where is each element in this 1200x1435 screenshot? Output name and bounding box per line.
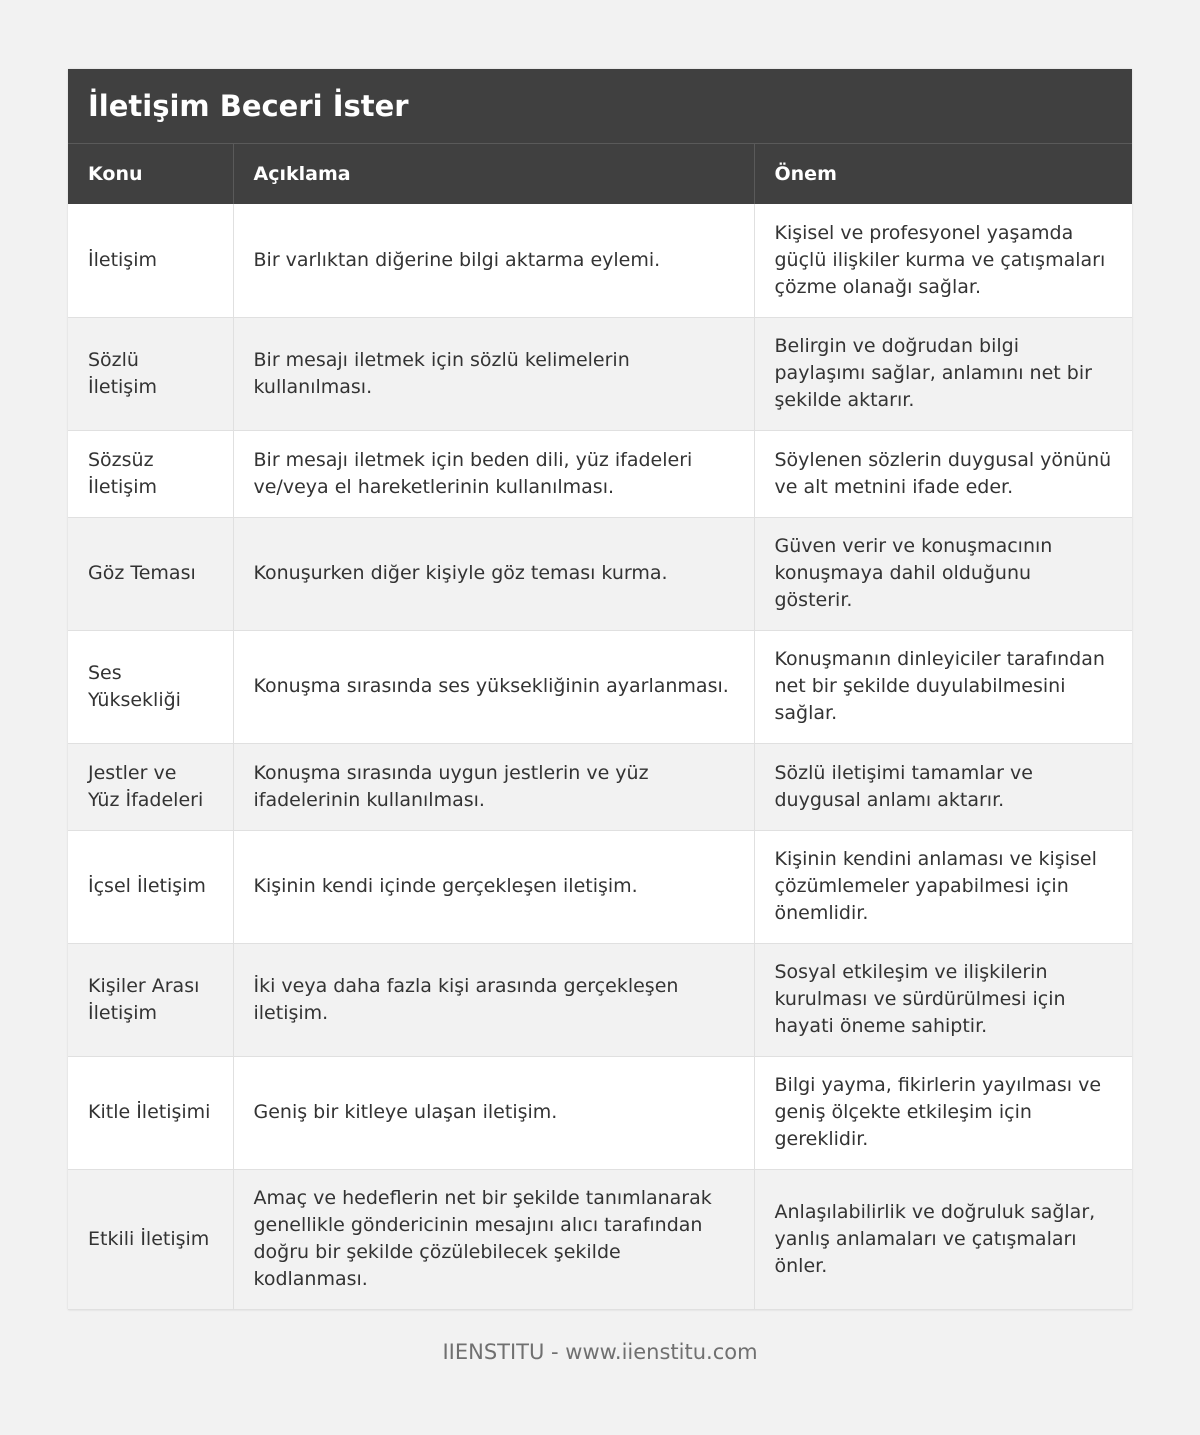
data-table xyxy=(68,144,1132,1310)
table-row xyxy=(68,430,1132,517)
table-row xyxy=(68,630,1132,743)
cell-konu: Jestler ve Yüz İfadeleri xyxy=(68,743,233,830)
cell-onem: Söylenen sözlerin duygusal yönünü ve alt metnini ifade eder. xyxy=(754,430,1132,517)
cell-konu: Ses Yüksekliği xyxy=(68,630,233,743)
cell-konu: Sözsüz İletişim xyxy=(68,430,233,517)
table-row xyxy=(68,943,1132,1056)
cell-onem: Konuşmanın dinleyiciler tarafından net bir şekilde duyulabilmesini sağlar. xyxy=(754,630,1132,743)
cell-aciklama: Bir mesajı iletmek için sözlü kelimelerin kullanılması. xyxy=(233,317,754,430)
cell-konu: İletişim xyxy=(68,204,233,317)
cell-konu: İçsel İletişim xyxy=(68,830,233,943)
cell-aciklama: Kişinin kendi içinde gerçekleşen iletişim. xyxy=(233,830,754,943)
cell-onem: Anlaşılabilirlik ve doğruluk sağlar, yanlış anlamaları ve çatışmaları önler. xyxy=(754,1169,1132,1309)
header-onem: Önem xyxy=(754,144,1132,204)
table-title: İletişim Beceri İster xyxy=(68,69,1132,144)
table-row xyxy=(68,517,1132,630)
table-row xyxy=(68,204,1132,317)
table-card xyxy=(68,69,1132,1310)
cell-aciklama: İki veya daha fazla kişi arasında gerçekleşen iletişim. xyxy=(233,943,754,1056)
cell-aciklama: Bir mesajı iletmek için beden dili, yüz ifadeleri ve/veya el hareketlerinin kullanılması. xyxy=(233,430,754,517)
cell-konu: Etkili İletişim xyxy=(68,1169,233,1309)
cell-konu: Sözlü İletişim xyxy=(68,317,233,430)
table-row xyxy=(68,317,1132,430)
header-konu: Konu xyxy=(68,144,233,204)
cell-konu: Göz Teması xyxy=(68,517,233,630)
header-aciklama: Açıklama xyxy=(233,144,754,204)
cell-aciklama: Geniş bir kitleye ulaşan iletişim. xyxy=(233,1056,754,1169)
cell-aciklama: Konuşma sırasında ses yüksekliğinin ayarlanması. xyxy=(233,630,754,743)
cell-onem: Güven verir ve konuşmacının konuşmaya dahil olduğunu gösterir. xyxy=(754,517,1132,630)
cell-onem: Sosyal etkileşim ve ilişkilerin kurulması ve sürdürülmesi için hayati öneme sahiptir. xyxy=(754,943,1132,1056)
cell-onem: Kişisel ve profesyonel yaşamda güçlü ilişkiler kurma ve çatışmaları çözme olanağı sağlar. xyxy=(754,204,1132,317)
table-row xyxy=(68,1056,1132,1169)
cell-aciklama: Konuşurken diğer kişiyle göz teması kurma. xyxy=(233,517,754,630)
cell-aciklama: Amaç ve hedeflerin net bir şekilde tanımlanarak genellikle göndericinin mesajını alıcı tarafından doğru bir şekilde çözülebilecek şekilde kodlanması. xyxy=(233,1169,754,1309)
cell-konu: Kişiler Arası İletişim xyxy=(68,943,233,1056)
table-row xyxy=(68,830,1132,943)
header-row xyxy=(68,144,1132,204)
table-row xyxy=(68,743,1132,830)
cell-aciklama: Bir varlıktan diğerine bilgi aktarma eylemi. xyxy=(233,204,754,317)
cell-onem: Bilgi yayma, fikirlerin yayılması ve geniş ölçekte etkileşim için gereklidir. xyxy=(754,1056,1132,1169)
table-row xyxy=(68,1169,1132,1309)
cell-konu: Kitle İletişimi xyxy=(68,1056,233,1169)
cell-onem: Kişinin kendini anlaması ve kişisel çözümlemeler yapabilmesi için önemlidir. xyxy=(754,830,1132,943)
cell-aciklama: Konuşma sırasında uygun jestlerin ve yüz ifadelerinin kullanılması. xyxy=(233,743,754,830)
cell-onem: Belirgin ve doğrudan bilgi paylaşımı sağlar, anlamını net bir şekilde aktarır. xyxy=(754,317,1132,430)
cell-onem: Sözlü iletişimi tamamlar ve duygusal anlamı aktarır. xyxy=(754,743,1132,830)
footer-credit: IIENSTITU - www.iienstitu.com xyxy=(442,1340,758,1364)
